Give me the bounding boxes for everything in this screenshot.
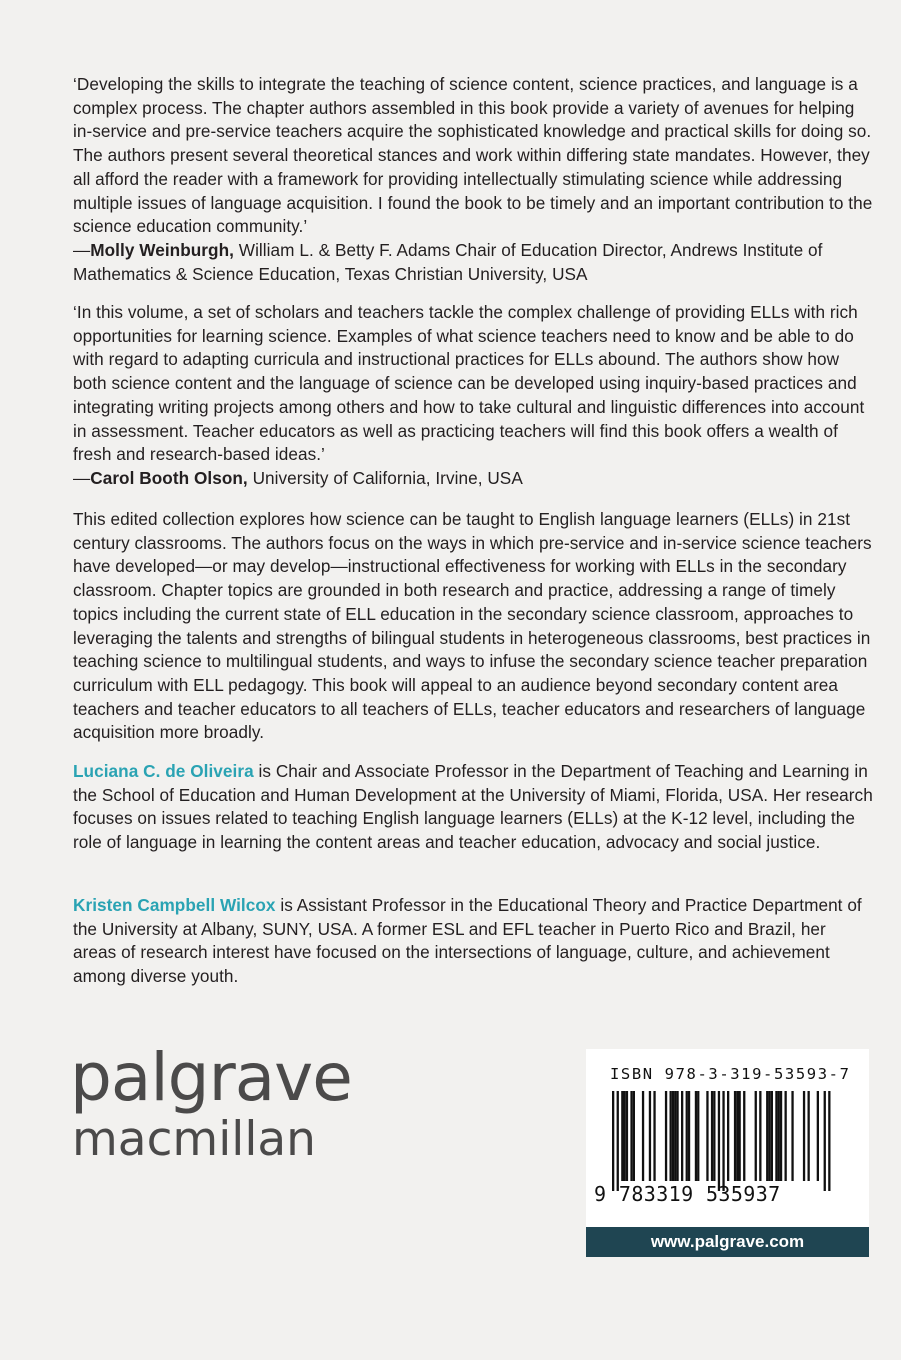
barcode-bar [727, 1091, 729, 1181]
barcode-bar [630, 1091, 632, 1181]
barcode-bar [785, 1091, 787, 1181]
book-description [73, 508, 873, 745]
barcode-bar [771, 1091, 773, 1181]
attribution-dash: — [73, 239, 91, 260]
quote-attribution [73, 239, 873, 286]
description-text: This edited collection explores how science can be taught to English language learners (ELLs) in 21st century classrooms. The authors focus on the ways in which pre-service and in-service science teachers have developed—or may develop—instructional effectiveness for working with ELLs in the secondary classroom. Chapter topics are grounded in both research and practice, addressing a range of timely topics including the current state of ELL education in the secondary science classroom, approaches to leveraging the talents and strengths of bilingual students in heterogeneous classrooms, best practices in teaching science to multilingual students, and ways to infuse the secondary science teacher preparation curriculum with ELL pedagogy. This book will appeal to an audience beyond secondary content area teachers and teacher educators to all teachers of ELLs, teacher educators and researchers of language acquisition more broadly. [73, 509, 872, 743]
publisher-logo-line2: macmillan [72, 1112, 316, 1167]
isbn-barcode [586, 1049, 869, 1227]
barcode-bar [736, 1091, 738, 1181]
barcode-bar [612, 1091, 614, 1191]
barcode-bar [681, 1091, 683, 1181]
barcode-bar [817, 1091, 819, 1181]
barcode-bar [824, 1091, 826, 1191]
reviewer-name: Carol Booth Olson, [90, 467, 248, 488]
barcode-bar [791, 1091, 793, 1181]
barcode-bar [755, 1091, 757, 1181]
reviewer-name: Molly Weinburgh, [90, 239, 234, 260]
attribution-dash: — [73, 467, 91, 488]
barcode-bar [759, 1091, 761, 1181]
barcode-bar [649, 1091, 651, 1181]
barcode-bar [778, 1091, 780, 1181]
barcode-bar [780, 1091, 782, 1181]
author-bio-2 [73, 894, 873, 989]
barcode-bar [642, 1091, 644, 1181]
barcode-bar [768, 1091, 770, 1181]
barcode-bar [739, 1091, 741, 1181]
publisher-logo-line1: palgrave [70, 1039, 352, 1116]
barcode-bar [688, 1091, 690, 1181]
review-quote-2 [73, 301, 873, 491]
barcode-bar [695, 1091, 697, 1181]
barcode-bar [718, 1091, 720, 1191]
publisher-website: www.palgrave.com [586, 1227, 869, 1257]
reviewer-affiliation: William L. & Betty F. Adams Chair of Education Director, Andrews Institute of Mathematics & Science Education, Texas Christian University, USA [73, 239, 823, 284]
barcode-bar [743, 1091, 745, 1181]
barcode-bar [672, 1091, 674, 1181]
review-quote-1 [73, 73, 873, 286]
barcode-bar [633, 1091, 635, 1181]
barcode-bar [808, 1091, 810, 1181]
barcode-bar [775, 1091, 777, 1181]
barcode-bar [803, 1091, 805, 1181]
quote-text: ‘In this volume, a set of scholars and teachers tackle the complex challenge of providing ELLs with rich opportunities for learning science. Examples of what science teachers need to know and be able to do with regard to adapting curricula and instructional practices for ELLs abound. The authors show how both science content and the language of science can be developed using inquiry-based practices and integrating writing projects among others and how to take cultural and linguistic differences into account in assessment. Teacher educators as well as practicing teachers will find this book offers a wealth of fresh and research-based ideas.’ [73, 302, 865, 465]
author-name: Luciana C. de Oliveira [73, 761, 254, 781]
quote-attribution [73, 467, 873, 491]
barcode-bar [766, 1091, 768, 1181]
barcode-bar [624, 1091, 626, 1181]
barcode-bar [621, 1091, 623, 1181]
barcode-bar [722, 1091, 724, 1191]
isbn-label: ISBN 978-3-319-53593-7 [610, 1065, 851, 1083]
author-bio-1 [73, 760, 873, 855]
barcode-bar [711, 1091, 713, 1181]
barcode-bar [706, 1091, 708, 1181]
barcode-bar [828, 1091, 830, 1191]
quote-text: ‘Developing the skills to integrate the teaching of science content, science practices, and language is a complex process. The chapter authors assembled in this book provide a variety of avenues for helping in-service and pre-service teachers acquire the sophisticated knowledge and practical skills for doing so. The authors present several theoretical stances and work within differing state mandates. However, they all afford the reader with a framework for providing intellectually stimulating science while addressing multiple issues of language acquisition. I found the book to be timely and an important contribution to the science education community.’ [73, 74, 873, 237]
barcode-bar [676, 1091, 678, 1181]
barcode-bar [665, 1091, 667, 1181]
author-bio-text: is Chair and Associate Professor in the Department of Teaching and Learning in the School of Education and Human Development at the University of Miami, Florida, USA. Her research focuses on issues related to teaching English language learners (ELLs) at the K-12 level, including the role of language in learning the content areas and teacher education, advocacy and social justice. [73, 761, 873, 853]
barcode-bar [734, 1091, 736, 1181]
barcode-bar [697, 1091, 699, 1181]
barcode-bar [686, 1091, 688, 1181]
author-bio-text: is Assistant Professor in the Educational Theory and Practice Department of the University at Albany, SUNY, USA. A former ESL and EFL teacher in Puerto Rico and Brazil, her areas of research interest have focused on the intersections of language, culture, and achievement among diverse youth. [73, 895, 862, 987]
barcode-bar [626, 1091, 628, 1181]
barcode-bar [670, 1091, 672, 1181]
barcode-bar [674, 1091, 676, 1181]
barcode-bar [617, 1091, 619, 1191]
reviewer-affiliation: University of California, Irvine, USA [247, 467, 523, 488]
author-name: Kristen Campbell Wilcox [73, 895, 276, 915]
barcode-bar [713, 1091, 715, 1181]
barcode-digits: 9 783319 535937 [594, 1182, 781, 1206]
barcode-bar [653, 1091, 655, 1181]
